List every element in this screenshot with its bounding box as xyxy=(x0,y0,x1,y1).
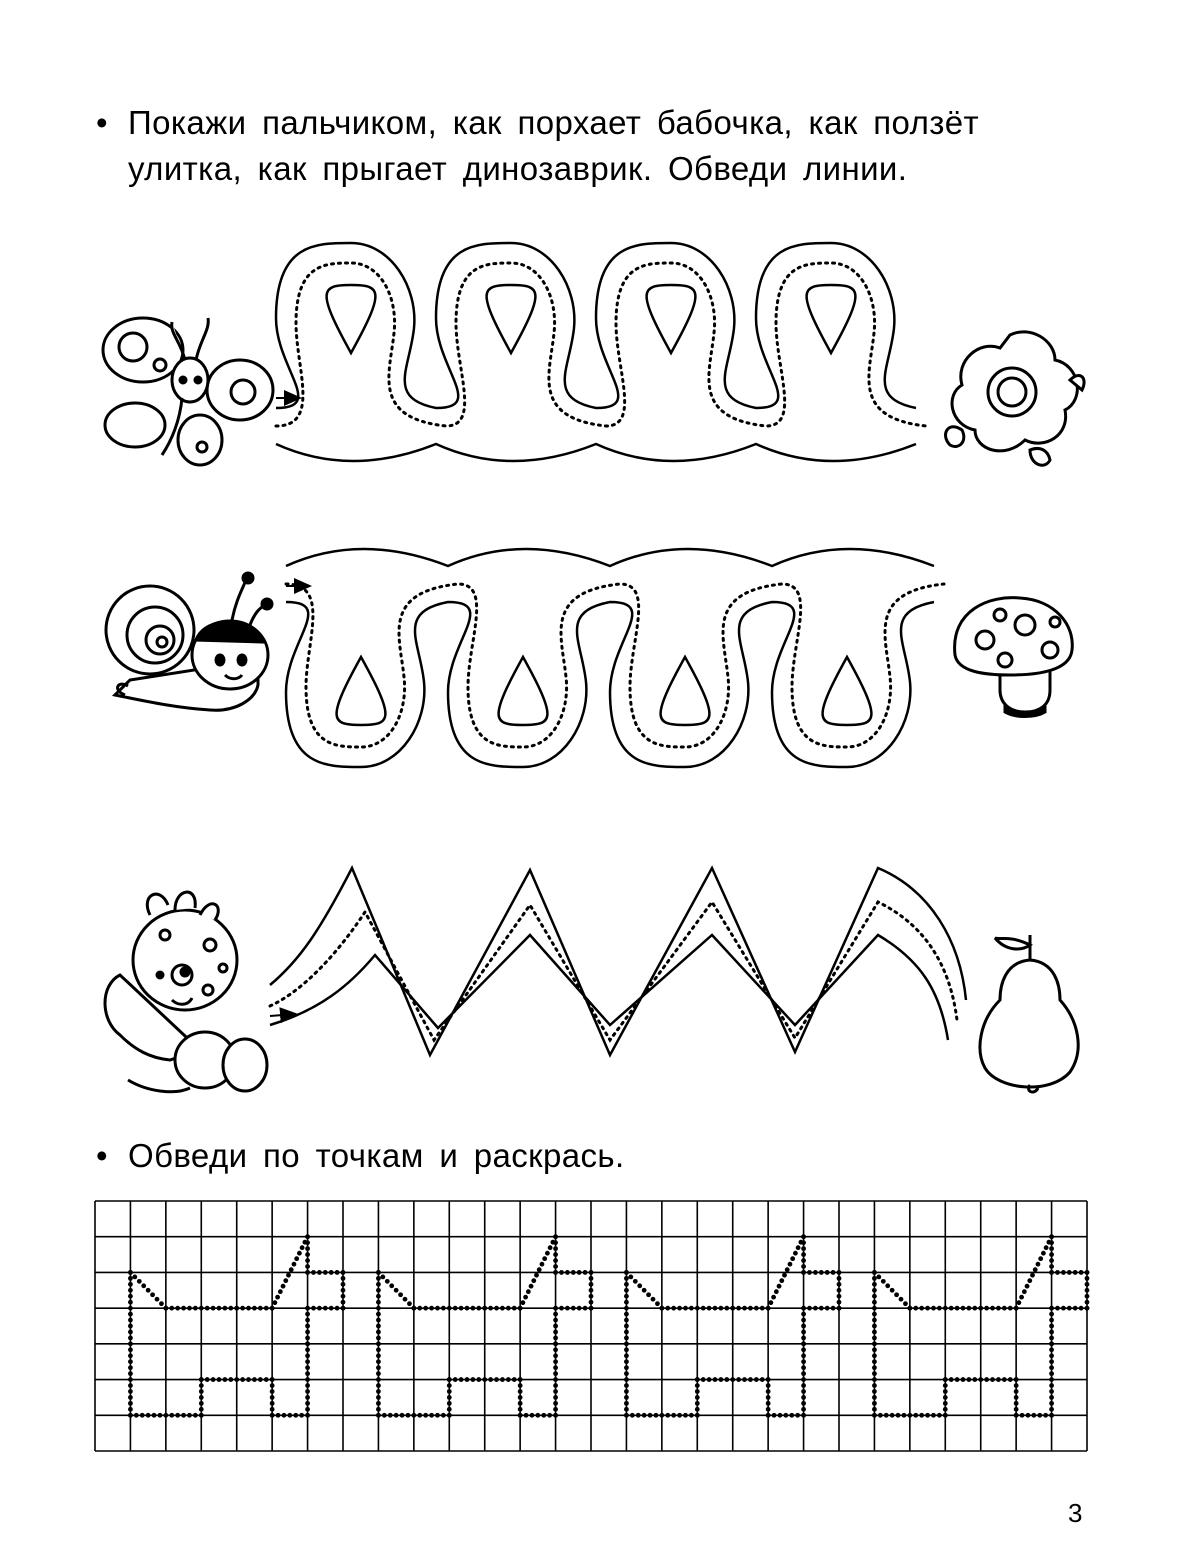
mushroom-icon xyxy=(955,598,1073,717)
bullet: • xyxy=(96,1137,108,1174)
instruction-line-1: Обведи по точкам и раскрась. xyxy=(128,1137,625,1174)
bullet: • xyxy=(96,104,108,141)
pear-icon xyxy=(980,935,1078,1092)
instruction-line-2: улитка, как прыгает динозаврик. Обведи линии. xyxy=(128,150,908,187)
start-arrow-icon xyxy=(270,1014,296,1016)
page-number: 3 xyxy=(1068,1498,1083,1528)
instruction-line-1: Покажи пальчиком, как порхает бабочка, как ползёт xyxy=(128,104,980,141)
butterfly-icon xyxy=(103,318,273,465)
dinosaur-icon xyxy=(105,892,267,1092)
track-zigzag xyxy=(270,868,966,1055)
flower-icon xyxy=(946,332,1085,465)
track-loops-up xyxy=(276,243,926,461)
snail-icon xyxy=(106,573,272,710)
track-loops-down xyxy=(286,549,944,767)
dot-grid xyxy=(95,1201,1089,1451)
